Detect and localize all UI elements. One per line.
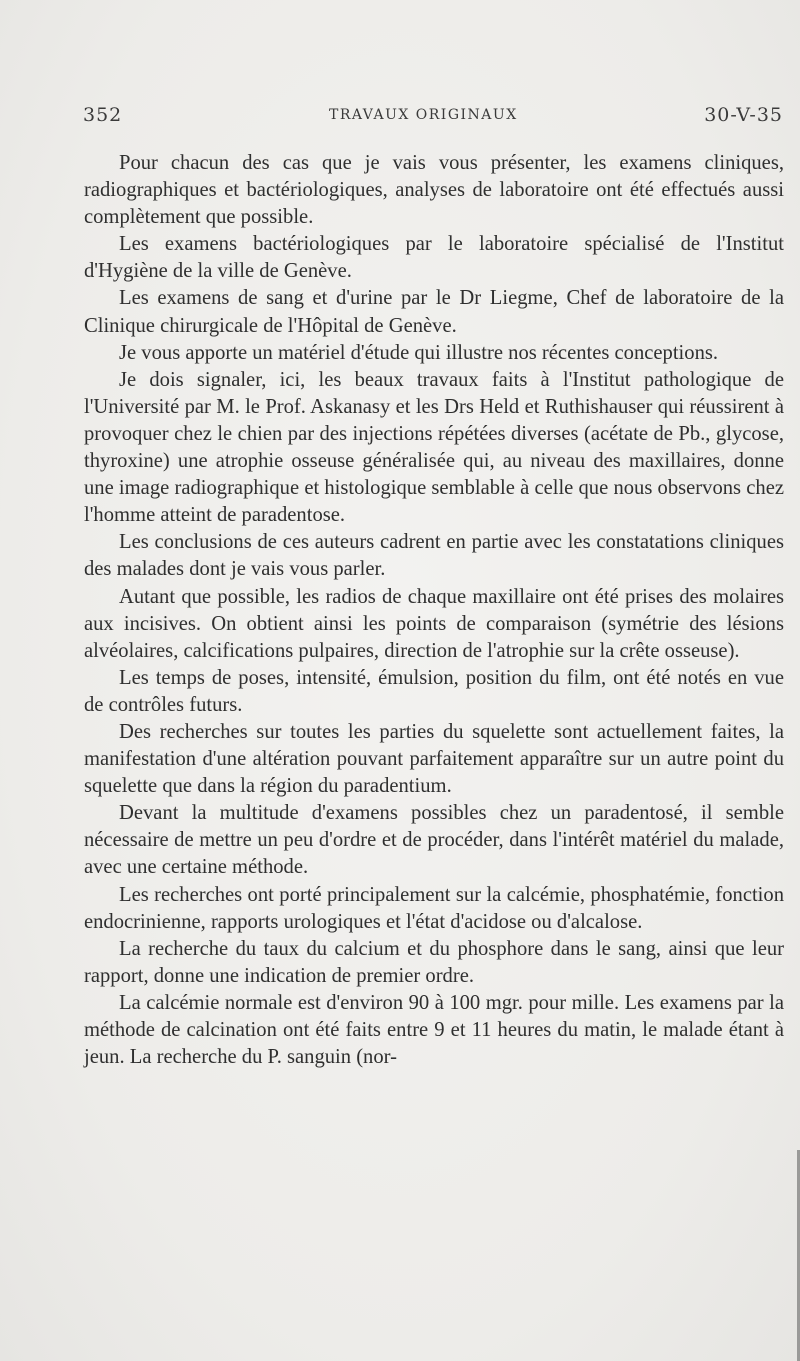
paragraph: Devant la multitude d'examens possibles chez un paradentosé, il semble nécessaire de mettre un peu d'ordre et de procéder, dans l'intérêt matériel du malade, avec une certaine méthode. bbox=[84, 802, 784, 879]
paragraph: Autant que possible, les radios de chaque maxillaire ont été prises des molaires aux incisives. On obtient ainsi les points de comparaison (symétrie des lésions alvéolaires, calcifications pulpaires, direction de l'atrophie sur la crête osseuse). bbox=[84, 585, 784, 662]
paragraph: Je vous apporte un matériel d'étude qui illustre nos récentes conceptions. bbox=[119, 341, 719, 364]
paragraph: Les temps de poses, intensité, émulsion, position du film, ont été notés en vue de contrôles futurs. bbox=[84, 666, 784, 716]
paragraph: Les recherches ont porté principalement sur la calcémie, phosphatémie, fonction endocrinienne, rapports urologiques et l'état d'acidose ou d'alcalose. bbox=[84, 883, 784, 933]
paragraph: Pour chacun des cas que je vais vous présenter, les examens cliniques, radiographiques et bactériologiques, analyses de laboratoire ont été effectués aussi complètement que possible. bbox=[84, 152, 784, 229]
page-number: 352 bbox=[83, 104, 123, 126]
paragraph: La calcémie normale est d'environ 90 à 100 mgr. pour mille. Les examens par la méthode de calcination ont été faits entre 9 et 11 heures du matin, le malade étant à jeun. La recherche du P. sanguin (nor- bbox=[84, 991, 784, 1069]
page-header bbox=[83, 102, 783, 130]
running-title: TRAVAUX ORIGINAUX bbox=[329, 107, 518, 123]
paragraph: Je dois signaler, ici, les beaux travaux faits à l'Institut pathologique de l'Université par M. le Prof. Askanasy et les Drs Held et Ruthishauser qui réussirent à provoquer chez le chien par des injections répétées diverses (acétate de Pb., glycose, thyroxine) une atrophie osseuse généralisée qui, au niveau des maxillaires, donne une image radiographique et histologique semblable à celle que nous observons chez l'homme atteint de paradentose. bbox=[84, 368, 784, 527]
paragraph: Les examens bactériologiques par le laboratoire spécialisé de l'Institut d'Hygiène de la ville de Genève. bbox=[84, 233, 784, 283]
date-code: 30-V-35 bbox=[704, 104, 783, 126]
paragraph: Les examens de sang et d'urine par le Dr Liegme, Chef de laboratoire de la Clinique chirurgicale de l'Hôpital de Genève. bbox=[84, 287, 784, 337]
body-text bbox=[84, 150, 784, 1071]
paragraph: La recherche du taux du calcium et du phosphore dans le sang, ainsi que leur rapport, donne une indication de premier ordre. bbox=[84, 937, 784, 987]
paragraph: Les conclusions de ces auteurs cadrent en partie avec les constatations cliniques des malades dont je vais vous parler. bbox=[84, 531, 784, 581]
paragraph: Des recherches sur toutes les parties du squelette sont actuellement faites, la manifestation d'une altération pouvant parfaitement apparaître sur un autre point du squelette que dans la région du paradentium. bbox=[84, 720, 784, 798]
